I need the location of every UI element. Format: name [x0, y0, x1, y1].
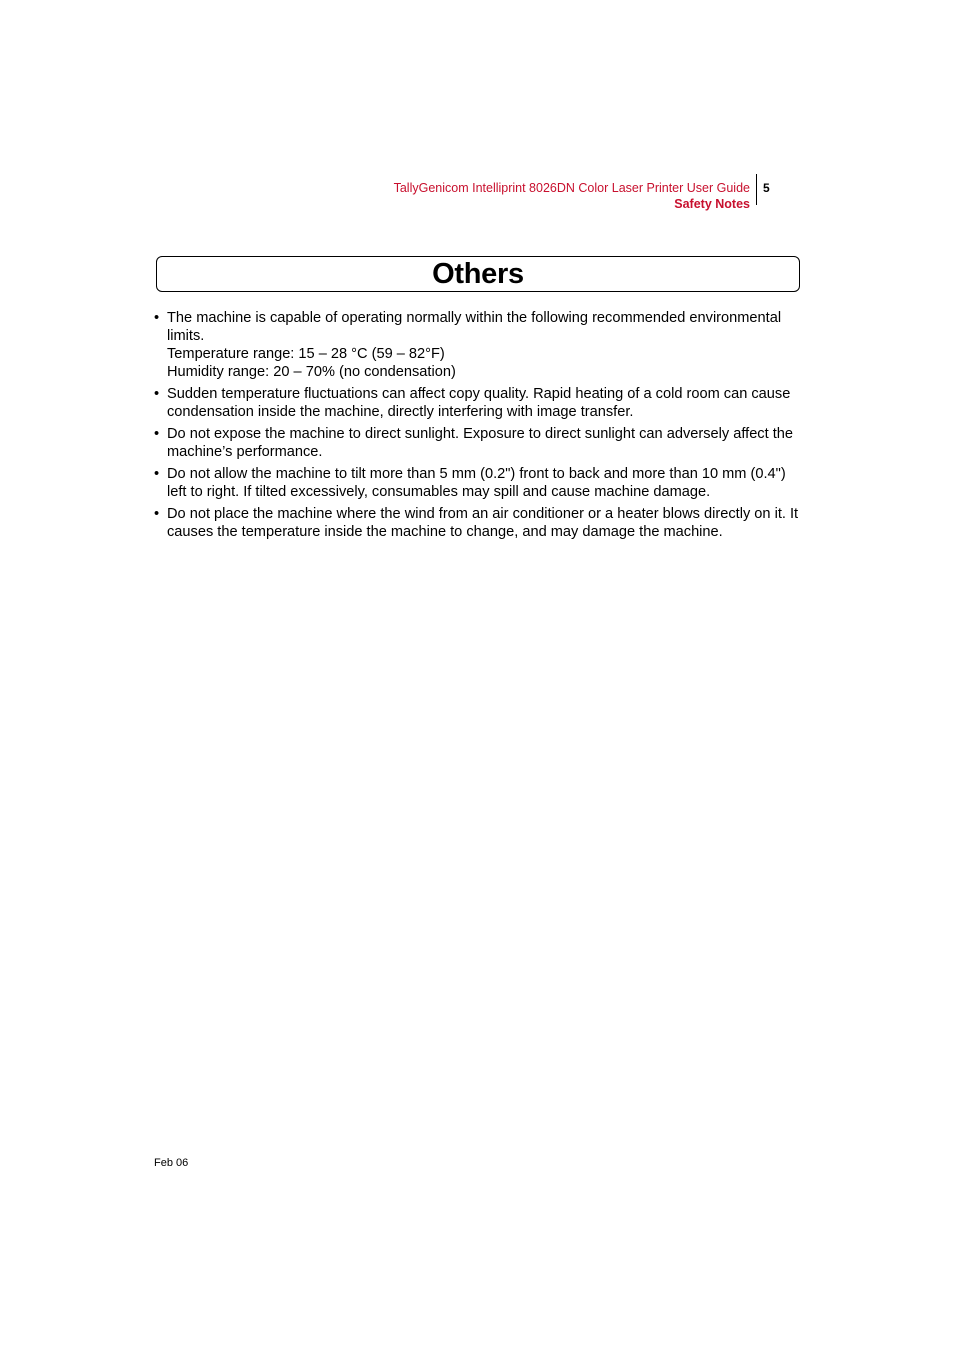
list-item — [154, 309, 804, 381]
list-item-text: Humidity range: 20 – 70% (no condensation) — [167, 364, 456, 380]
bullet-icon: • — [154, 310, 160, 326]
header-divider — [756, 174, 757, 205]
page-title: Others — [432, 257, 524, 290]
list-item-text: Temperature range: 15 – 28 °C (59 – 82°F) — [167, 346, 445, 362]
list-item — [154, 505, 804, 541]
guide-title: TallyGenicom Intelliprint 8026DN Color Laser Printer User Guide — [393, 181, 750, 195]
bullet-list — [154, 309, 804, 541]
section-title-box — [156, 256, 800, 292]
list-item-text: The machine is capable of operating normally within the following recommended environmental limits. — [167, 310, 782, 344]
footer-date: Feb 06 — [154, 1157, 189, 1169]
list-item-text: Do not place the machine where the wind from an air conditioner or a heater blows directly on it. It causes the temperature inside the machine to change, and may damage the machine. — [167, 506, 799, 540]
section-name: Safety Notes — [674, 196, 750, 211]
bullet-icon: • — [154, 386, 160, 402]
page-number: 5 — [763, 181, 770, 195]
list-item — [154, 425, 804, 461]
content-body — [154, 309, 804, 545]
list-item — [154, 385, 804, 421]
list-item-text: Sudden temperature fluctuations can affect copy quality. Rapid heating of a cold room can cause condensation inside the machine, directly interfering with image transfer. — [167, 386, 791, 420]
bullet-icon: • — [154, 426, 160, 442]
running-header — [394, 181, 750, 212]
bullet-icon: • — [154, 506, 160, 522]
list-item-text: Do not allow the machine to tilt more than 5 mm (0.2") front to back and more than 10 mm (0.4") left to right. If tilted excessively, consumables may spill and cause machine damage. — [167, 466, 786, 500]
bullet-icon: • — [154, 466, 160, 482]
list-item — [154, 465, 804, 501]
list-item-text: Do not expose the machine to direct sunlight. Exposure to direct sunlight can adversely affect the machine’s performance. — [167, 426, 793, 460]
